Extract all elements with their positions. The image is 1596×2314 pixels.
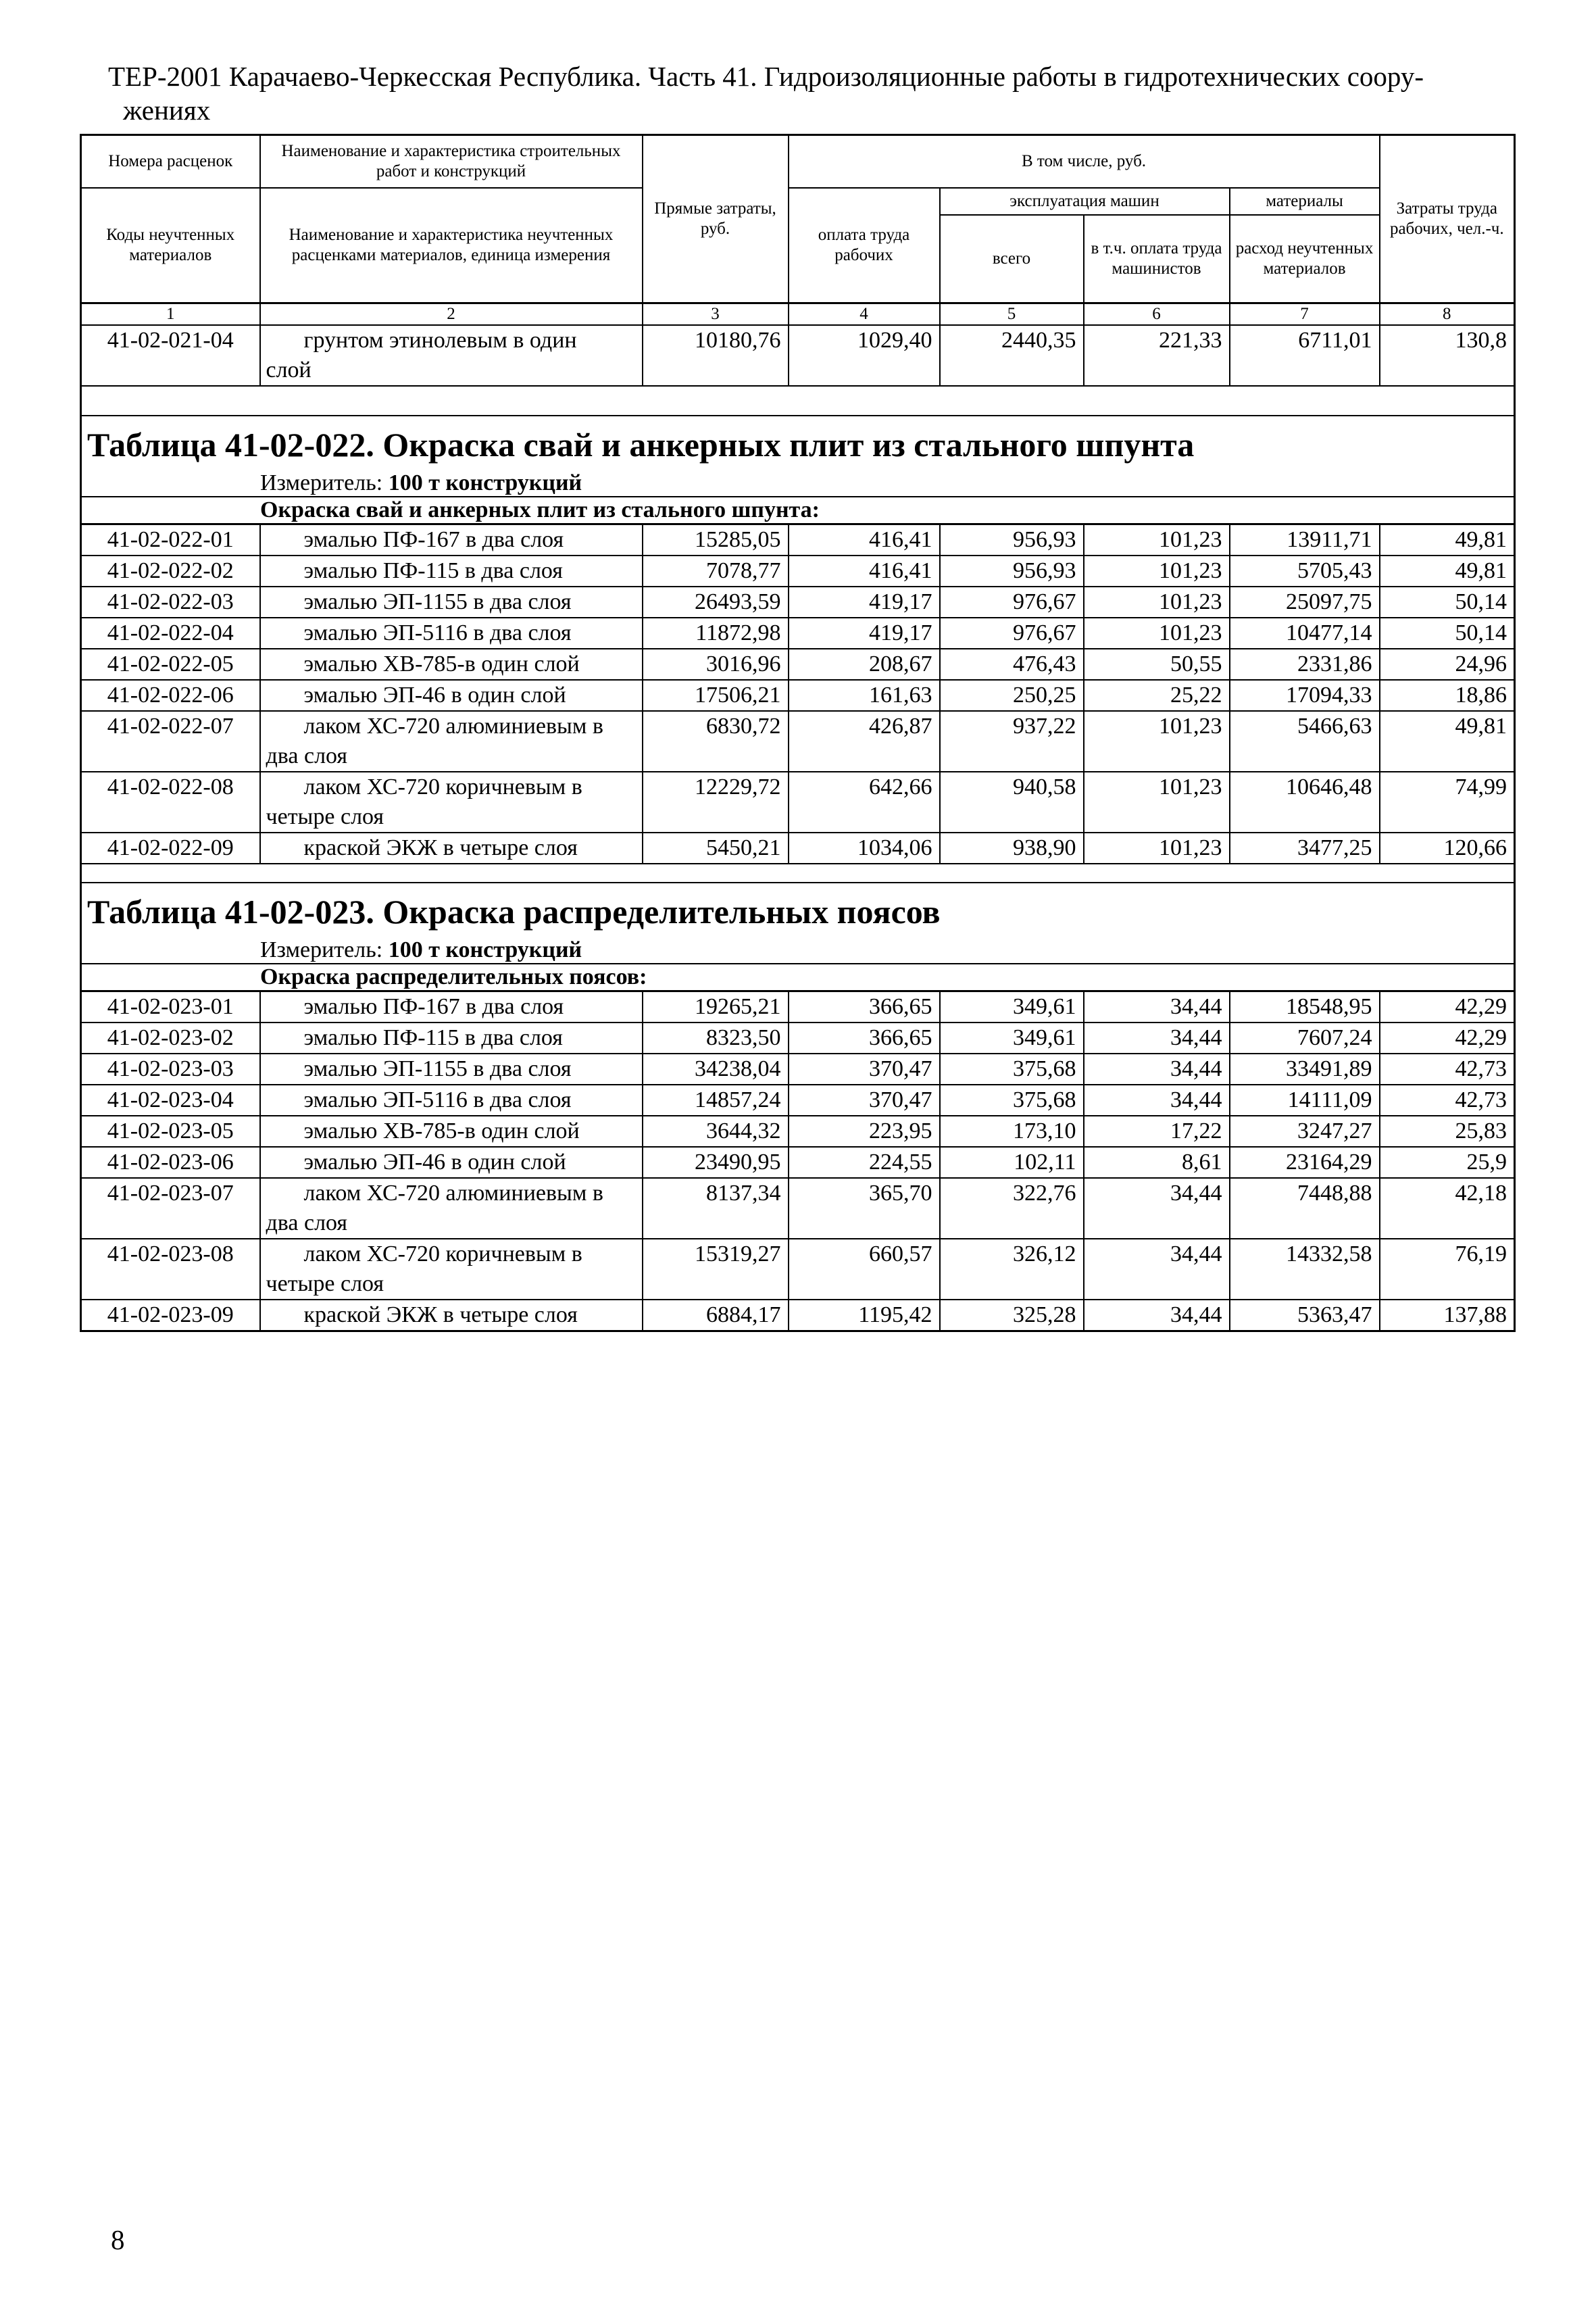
measure-cell	[81, 937, 1515, 964]
materials-cost: 7448,88	[1230, 1178, 1380, 1239]
direct-costs: 11872,98	[643, 618, 789, 649]
description-line: эмалью ЭП-46 в один слой	[303, 1150, 566, 1175]
materials-cost: 5466,63	[1230, 711, 1380, 772]
materials-cost: 3477,25	[1230, 833, 1380, 864]
description-line: эмалью ЭП-46 в один слой	[303, 683, 566, 708]
col-number: 4	[789, 303, 940, 326]
col-number: 3	[643, 303, 789, 326]
header-row-1	[81, 135, 1515, 189]
materials-cost: 14332,58	[1230, 1239, 1380, 1300]
rate-description	[260, 587, 643, 618]
labor-pay: 365,70	[789, 1178, 940, 1239]
measure-label: Измеритель:	[260, 470, 383, 495]
machinists-pay: 101,23	[1084, 524, 1230, 556]
labor-hours: 42,29	[1380, 1023, 1515, 1054]
rate-description	[260, 618, 643, 649]
table-row	[81, 649, 1515, 680]
rate-description	[260, 1054, 643, 1085]
col2-bottom-header: Наименование и характеристика неучтенных расценками материалов, единица измерения	[260, 188, 643, 303]
group-header: В том числе, руб.	[789, 135, 1380, 189]
labor-hours: 42,29	[1380, 991, 1515, 1023]
machines-total: 956,93	[940, 556, 1084, 587]
table-row	[81, 1023, 1515, 1054]
description-line: эмалью ХВ-785-в один слой	[303, 1118, 580, 1143]
col-number: 8	[1380, 303, 1515, 326]
page-header	[108, 59, 1500, 127]
rate-code: 41-02-023-06	[81, 1147, 260, 1178]
direct-costs: 6884,17	[643, 1300, 789, 1331]
materials-cost: 10646,48	[1230, 772, 1380, 833]
labor-pay: 1034,06	[789, 833, 940, 864]
labor-pay: 1029,40	[789, 325, 940, 386]
description-line: два слоя	[266, 1210, 348, 1235]
description-line: четыре слоя	[266, 804, 384, 829]
machines-total: 102,11	[940, 1147, 1084, 1178]
rate-code: 41-02-023-02	[81, 1023, 260, 1054]
labor-pay: 223,95	[789, 1116, 940, 1147]
labor-hours: 50,14	[1380, 587, 1515, 618]
machinists-pay: 8,61	[1084, 1147, 1230, 1178]
rate-code: 41-02-022-01	[81, 524, 260, 556]
rate-code: 41-02-022-05	[81, 649, 260, 680]
col1-bottom-header: Коды неучтенных материалов	[81, 188, 260, 303]
machinists-pay: 17,22	[1084, 1116, 1230, 1147]
machines-total: 322,76	[940, 1178, 1084, 1239]
measure-row	[81, 470, 1515, 497]
machines-total: 476,43	[940, 649, 1084, 680]
col2-top-header: Наименование и характеристика строительных работ и конструкций	[260, 135, 643, 189]
labor-pay: 419,17	[789, 618, 940, 649]
col1-top-header: Номера расценок	[81, 135, 260, 189]
table-row	[81, 1054, 1515, 1085]
machinists-pay: 101,23	[1084, 833, 1230, 864]
rate-description	[260, 556, 643, 587]
machines-header: эксплуатация машин	[940, 188, 1230, 215]
description-line: лаком ХС-720 алюминиевым в	[303, 714, 603, 739]
labor-pay: 366,65	[789, 991, 940, 1023]
labor-pay: 416,41	[789, 524, 940, 556]
materials-cost: 6711,01	[1230, 325, 1380, 386]
table-body	[81, 135, 1515, 1331]
machinists-pay: 34,44	[1084, 1300, 1230, 1331]
labor-pay: 642,66	[789, 772, 940, 833]
table-row	[81, 1300, 1515, 1331]
materials-cost: 23164,29	[1230, 1147, 1380, 1178]
machines-total: 938,90	[940, 833, 1084, 864]
table-23-title: Таблица 41-02-023. Окраска распределительных поясов	[81, 883, 1515, 937]
rate-description	[260, 1300, 643, 1331]
machinists-pay: 101,23	[1084, 587, 1230, 618]
group-title: Окраска распределительных поясов:	[81, 964, 1515, 991]
rates-table	[80, 134, 1516, 1332]
direct-costs: 7078,77	[643, 556, 789, 587]
machinists-pay: 101,23	[1084, 772, 1230, 833]
direct-costs: 23490,95	[643, 1147, 789, 1178]
direct-costs: 12229,72	[643, 772, 789, 833]
rate-code: 41-02-023-03	[81, 1054, 260, 1085]
table-row	[81, 1116, 1515, 1147]
labor-hours: 42,73	[1380, 1085, 1515, 1116]
rate-description	[260, 649, 643, 680]
rate-description	[260, 833, 643, 864]
machines-total: 349,61	[940, 1023, 1084, 1054]
labor-hours: 42,18	[1380, 1178, 1515, 1239]
table-row	[81, 1147, 1515, 1178]
machinists-pay: 34,44	[1084, 1023, 1230, 1054]
labor-hours: 25,83	[1380, 1116, 1515, 1147]
description-line: эмалью ЭП-1155 в два слоя	[303, 1056, 572, 1081]
rate-code: 41-02-022-02	[81, 556, 260, 587]
table-row	[81, 1239, 1515, 1300]
description-line: эмалью ПФ-115 в два слоя	[303, 558, 563, 583]
description-line: лаком ХС-720 коричневым в	[303, 774, 582, 799]
description-line: эмалью ЭП-1155 в два слоя	[303, 589, 572, 614]
table-row	[81, 618, 1515, 649]
table-row	[81, 325, 1515, 386]
labor-hours: 74,99	[1380, 772, 1515, 833]
col-number: 1	[81, 303, 260, 326]
group-title: Окраска свай и анкерных плит из стального шпунта:	[81, 497, 1515, 524]
machinists-pay: 34,44	[1084, 1054, 1230, 1085]
machinists-pay: 25,22	[1084, 680, 1230, 711]
rate-description	[260, 1178, 643, 1239]
table-row	[81, 1178, 1515, 1239]
group-row	[81, 497, 1515, 524]
labor-hours: 76,19	[1380, 1239, 1515, 1300]
materials-cost: 5363,47	[1230, 1300, 1380, 1331]
machines-total: 375,68	[940, 1085, 1084, 1116]
direct-costs: 6830,72	[643, 711, 789, 772]
machinists-pay: 101,23	[1084, 618, 1230, 649]
col-number: 6	[1084, 303, 1230, 326]
col-number: 2	[260, 303, 643, 326]
rate-description	[260, 325, 643, 386]
table-row	[81, 680, 1515, 711]
description-line: слой	[266, 358, 311, 383]
rate-code: 41-02-023-08	[81, 1239, 260, 1300]
materials-cost: 2331,86	[1230, 649, 1380, 680]
direct-costs: 10180,76	[643, 325, 789, 386]
direct-costs: 26493,59	[643, 587, 789, 618]
table-row	[81, 524, 1515, 556]
description-line: грунтом этинолевым в один	[303, 328, 577, 353]
direct-costs: 15319,27	[643, 1239, 789, 1300]
measure-row	[81, 937, 1515, 964]
labor-hours: 18,86	[1380, 680, 1515, 711]
table-row	[81, 711, 1515, 772]
rate-code: 41-02-022-04	[81, 618, 260, 649]
rate-code: 41-02-023-09	[81, 1300, 260, 1331]
rate-code: 41-02-022-09	[81, 833, 260, 864]
labor-pay: 416,41	[789, 556, 940, 587]
rate-code: 41-02-022-06	[81, 680, 260, 711]
description-line: лаком ХС-720 алюминиевым в	[303, 1181, 603, 1206]
rate-description	[260, 1085, 643, 1116]
direct-costs: 8323,50	[643, 1023, 789, 1054]
description-line: краской ЭКЖ в четыре слоя	[303, 1302, 578, 1327]
col6-header: в т.ч. оплата труда машинистов	[1084, 215, 1230, 303]
materials-cost: 17094,33	[1230, 680, 1380, 711]
direct-costs: 17506,21	[643, 680, 789, 711]
labor-hours: 25,9	[1380, 1147, 1515, 1178]
machinists-pay: 34,44	[1084, 991, 1230, 1023]
labor-pay: 366,65	[789, 1023, 940, 1054]
materials-cost: 10477,14	[1230, 618, 1380, 649]
description-line: два слоя	[266, 743, 348, 768]
materials-header: материалы	[1230, 188, 1380, 215]
description-line: краской ЭКЖ в четыре слоя	[303, 835, 578, 860]
direct-costs: 14857,24	[643, 1085, 789, 1116]
labor-hours: 49,81	[1380, 524, 1515, 556]
table-row	[81, 833, 1515, 864]
measure-value: 100 т конструкций	[388, 937, 582, 962]
header-line-1: ТЕР-2001 Карачаево-Черкесская Республика. Часть 41. Гидроизоляционные работы в гидротехнических соору-	[108, 61, 1424, 92]
machines-total: 937,22	[940, 711, 1084, 772]
measure-cell	[81, 470, 1515, 497]
machines-total: 250,25	[940, 680, 1084, 711]
labor-hours: 42,73	[1380, 1054, 1515, 1085]
machines-total: 2440,35	[940, 325, 1084, 386]
description-line: эмалью ЭП-5116 в два слоя	[303, 1087, 572, 1112]
section-title-row	[81, 883, 1515, 937]
col-number: 7	[1230, 303, 1380, 326]
rate-description	[260, 711, 643, 772]
col-number: 5	[940, 303, 1084, 326]
rate-description	[260, 524, 643, 556]
labor-hours: 120,66	[1380, 833, 1515, 864]
labor-pay: 161,63	[789, 680, 940, 711]
rate-code: 41-02-021-04	[81, 325, 260, 386]
description-line: четыре слоя	[266, 1271, 384, 1296]
labor-pay: 224,55	[789, 1147, 940, 1178]
direct-costs: 5450,21	[643, 833, 789, 864]
machinists-pay: 34,44	[1084, 1085, 1230, 1116]
description-line: эмалью ПФ-167 в два слоя	[303, 994, 564, 1019]
direct-costs: 19265,21	[643, 991, 789, 1023]
materials-cost: 3247,27	[1230, 1116, 1380, 1147]
spacer-row	[81, 386, 1515, 416]
rate-description	[260, 1116, 643, 1147]
rate-code: 41-02-023-01	[81, 991, 260, 1023]
rate-code: 41-02-022-08	[81, 772, 260, 833]
machines-total: 326,12	[940, 1239, 1084, 1300]
machines-total: 976,67	[940, 587, 1084, 618]
rate-code: 41-02-023-07	[81, 1178, 260, 1239]
labor-hours: 50,14	[1380, 618, 1515, 649]
table-row	[81, 991, 1515, 1023]
machines-total: 940,58	[940, 772, 1084, 833]
materials-cost: 14111,09	[1230, 1085, 1380, 1116]
table-row	[81, 772, 1515, 833]
machinists-pay: 101,23	[1084, 711, 1230, 772]
rate-code: 41-02-023-04	[81, 1085, 260, 1116]
rate-description	[260, 991, 643, 1023]
machines-total: 956,93	[940, 524, 1084, 556]
rate-description	[260, 772, 643, 833]
labor-hours: 130,8	[1380, 325, 1515, 386]
column-numbers-row	[81, 303, 1515, 326]
description-line: эмалью ПФ-167 в два слоя	[303, 527, 564, 552]
table-row	[81, 587, 1515, 618]
rate-description	[260, 680, 643, 711]
table-22-title: Таблица 41-02-022. Окраска свай и анкерных плит из стального шпунта	[81, 416, 1515, 470]
rate-description	[260, 1239, 643, 1300]
direct-costs: 3016,96	[643, 649, 789, 680]
section-title-row	[81, 416, 1515, 470]
direct-costs: 8137,34	[643, 1178, 789, 1239]
description-line: лаком ХС-720 коричневым в	[303, 1241, 582, 1266]
machinists-pay: 34,44	[1084, 1178, 1230, 1239]
labor-pay: 660,57	[789, 1239, 940, 1300]
header-line-2: жениях	[123, 95, 211, 126]
materials-cost: 7607,24	[1230, 1023, 1380, 1054]
labor-pay: 426,87	[789, 711, 940, 772]
table-row	[81, 1085, 1515, 1116]
labor-hours: 137,88	[1380, 1300, 1515, 1331]
labor-pay: 208,67	[789, 649, 940, 680]
col7-header: расход неучтенных материалов	[1230, 215, 1380, 303]
measure-label: Измеритель:	[260, 937, 383, 962]
machines-total: 976,67	[940, 618, 1084, 649]
machinists-pay: 34,44	[1084, 1239, 1230, 1300]
rate-code: 41-02-022-07	[81, 711, 260, 772]
labor-pay: 1195,42	[789, 1300, 940, 1331]
materials-cost: 18548,95	[1230, 991, 1380, 1023]
labor-hours: 49,81	[1380, 711, 1515, 772]
col3-header: Прямые затраты, руб.	[643, 135, 789, 303]
rate-description	[260, 1147, 643, 1178]
rate-code: 41-02-023-05	[81, 1116, 260, 1147]
description-line: эмалью ЭП-5116 в два слоя	[303, 620, 572, 645]
machines-total: 375,68	[940, 1054, 1084, 1085]
materials-cost: 25097,75	[1230, 587, 1380, 618]
rate-code: 41-02-022-03	[81, 587, 260, 618]
machinists-pay: 221,33	[1084, 325, 1230, 386]
col4-header: оплата труда рабочих	[789, 188, 940, 303]
machinists-pay: 101,23	[1084, 556, 1230, 587]
direct-costs: 3644,32	[643, 1116, 789, 1147]
group-row	[81, 964, 1515, 991]
col5-header: всего	[940, 215, 1084, 303]
labor-hours: 24,96	[1380, 649, 1515, 680]
labor-pay: 370,47	[789, 1054, 940, 1085]
spacer-row	[81, 864, 1515, 883]
col8-header: Затраты труда рабочих, чел.-ч.	[1380, 135, 1515, 303]
machines-total: 173,10	[940, 1116, 1084, 1147]
materials-cost: 33491,89	[1230, 1054, 1380, 1085]
page-number: 8	[111, 2224, 125, 2255]
machines-total: 325,28	[940, 1300, 1084, 1331]
direct-costs: 34238,04	[643, 1054, 789, 1085]
direct-costs: 15285,05	[643, 524, 789, 556]
table-row	[81, 556, 1515, 587]
header-row-2	[81, 188, 1515, 215]
description-line: эмалью ПФ-115 в два слоя	[303, 1025, 563, 1050]
machines-total: 349,61	[940, 991, 1084, 1023]
labor-pay: 370,47	[789, 1085, 940, 1116]
measure-value: 100 т конструкций	[388, 470, 582, 495]
materials-cost: 5705,43	[1230, 556, 1380, 587]
labor-hours: 49,81	[1380, 556, 1515, 587]
materials-cost: 13911,71	[1230, 524, 1380, 556]
description-line: эмалью ХВ-785-в один слой	[303, 651, 580, 676]
labor-pay: 419,17	[789, 587, 940, 618]
rate-description	[260, 1023, 643, 1054]
machinists-pay: 50,55	[1084, 649, 1230, 680]
